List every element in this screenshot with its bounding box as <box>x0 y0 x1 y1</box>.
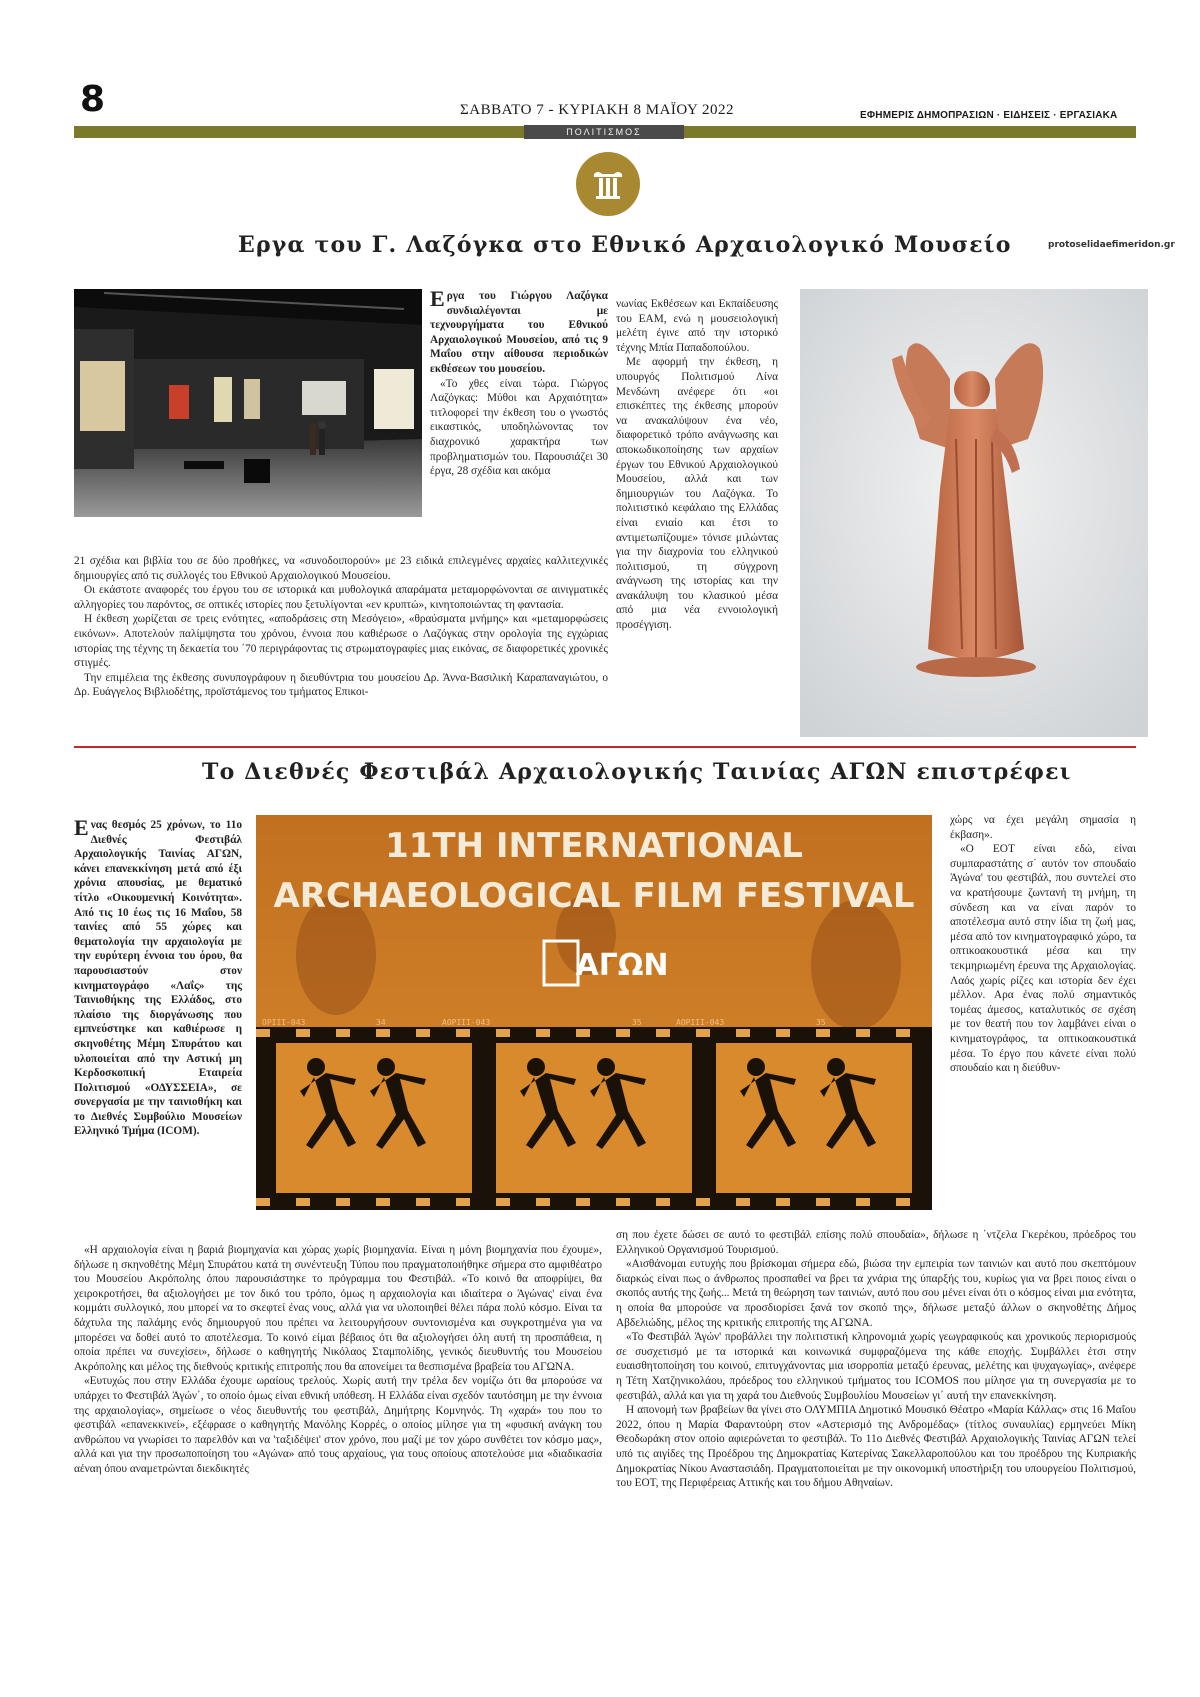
dateline: ΣΑΒΒΑΤΟ 7 - ΚΥΡΙΑΚΗ 8 ΜΑΪΟΥ 2022 <box>460 102 735 118</box>
masthead: ΕΦΗΜΕΡΙΣ ΔΗΜΟΠΡΑΣΙΩΝ · ΕΙΔΗΣΕΙΣ · ΕΡΓΑΣΙΑΚΑ <box>860 110 1118 121</box>
paragraph: Με αφορμή την έκθεση, η υπουργός Πολιτισμού Λίνα Μενδώνη ανέφερε ότι «οι επισκέπτες της έκθεσης μπορούν να ανακαλύψουν ένα νέο, διαφορετικό τρόπο ανάγνωσης και αποκωδικοποίησης των αρχαίων έργων του Εθνικού Αρχαιολογικού Μουσείου, αλλά και των δημιουργιών του Λαζόγκα. Το πολιτιστικό κεφάλαιο της Ελλάδας είναι ενιαίο και έτσι το αντιμετωπίζουμε» τόνισε μιλώντας για την διαχρονία του ελληνικού πολιτισμού, τη σύγχρονη ανάγνωση της ιστορίας και την ανακάλυψη του κλασικού μέσα από μια νέα εννοιολογική προσέγγιση. <box>616 356 778 632</box>
lead-text: νας θεσμός 25 χρόνων, το 11ο Διεθνές Φεστιβάλ Αρχαιολογικής Ταινίας ΑΓΩΝ, κάνει επανεκκίνηση μετά από έξι χρόνια απουσίας, με θεματικό τίτλο «Οικουμενική Κοινότητα». Από τις 10 έως τις 16 Μαΐου, 58 ταινίες από 55 χώρες και θεματολογία την αρχαιολογία με την ευρύτερη έννοια του όρου, θα παρουσιαστούν στον κινηματογράφο «Λαΐς» της Ταινιοθήκης της Ελλάδος, στο πλαίσιο της διοργάνωσης που εμπνεύστηκε και καθιέρωσε η σκηνοθέτης Μέμη Σπυράτου και υλοποιείται από την Αστική μη Κερδοσκοπική Εταιρεία Πολιτισμού «ΟΔΥΣΣΕΙΑ», σε συνεργασία με την ταινιοθήκη και το Διεθνές Συμβούλιο Μουσείων Ελληνικό Τμήμα (ICOM). <box>74 819 242 1138</box>
svg-text:ΑΟΡΙΙΙ-043: ΑΟΡΙΙΙ-043 <box>676 1018 725 1027</box>
column-icon <box>576 152 640 216</box>
paragraph: Η απονομή των βραβείων θα γίνει στο ΟΛΥΜΠΙΑ Δημοτικό Μουσικό Θέατρο «Μαρία Κάλλας» στις 16 Μαΐου 2022, όπου η Μαρία Φαραντούρη στον «Αστερισμό της Ανδρομέδας» (τίτλος συναυλίας) ερμηνεύει Μίκη Θεοδωράκη στον οποίο αφιερώνεται το φεστιβάλ. Το 11ο Διεθνές Φεστιβάλ Αρχαιολογικής Ταινίας ΑΓΩΝ τελεί υπό τις αιγίδες της Προέδρου της Δημοκρατίας Κατερίνας Σακελλαροπούλου και του προέδρου της Κυπριακής Δημοκρατίας Νίκου Αναστασιάδη. Πραγματοποιείται με την οικονομική υποστήριξη του υπουργείου Πολιτισμού, του ΕΟΤ, της Περιφέρειας Αττικής και του δήμου Αθηναίων. <box>616 1404 1136 1490</box>
festival-poster <box>256 815 932 1210</box>
paragraph: Την επιμέλεια της έκθεσης συνυπογράφουν η διευθύντρια του μουσείου Δρ. Άννα-Βασιλική Καραπαναγιώτου, ο Δρ. Ευάγγελος Βιβλιοδέτης, προϊστάμενος του τμήματος Επικοι- <box>74 671 608 699</box>
poster-logo-text: ΑΓΩΝ <box>575 948 669 983</box>
paragraph: χώρς να έχει μεγάλη σημασία η έκβαση». <box>950 814 1136 841</box>
paragraph: νωνίας Εκθέσεων και Εκπαίδευσης του ΕΑΜ, ενώ η μουσειολογική μελέτη έγινε από την ιστορικό τέχνης Μπία Παπαδοπούλου. <box>616 298 778 354</box>
drop-cap: Ε <box>430 286 445 311</box>
article2-right-col <box>950 813 1136 1076</box>
paragraph: ση που έχετε δώσει σε αυτό το φεστιβάλ επίσης πολύ σπουδαία», δήλωσε η ΄ντζελα Γκερέκου, πρόεδρος του Ελληνικού Οργανισμού Τουρισμού. <box>616 1229 1136 1256</box>
figurine-photo <box>800 289 1148 737</box>
svg-text:35: 35 <box>816 1018 826 1027</box>
svg-text:34: 34 <box>376 1018 386 1027</box>
svg-text:ΟΡΙΙΙ-043: ΟΡΙΙΙ-043 <box>262 1018 306 1027</box>
section-tab: ΠΟΛΙΤΙΣΜΟΣ <box>524 125 684 139</box>
paragraph: Η έκθεση χωρίζεται σε τρεις ενότητες, «αποδράσεις στη Μεσόγειο», «θραύσματα μνήμης» και «μεταμορφώσεις εικόνων». Αποτελούν παλίμψηστα του χρόνου, έννοια που καθιέρωσε ο Λαζόγκας στην ορολογία της εγχώριας ιστορίας της τέχνης τη δεκαετία του ΄70 περιγράφοντας τις στρωματογραφίες μιας εικόνας, σε διαφορετικές χρονικές στιγμές. <box>74 613 608 670</box>
article1-body <box>74 554 608 700</box>
poster-line2: ARCHAEOLOGICAL FILM FESTIVAL <box>273 876 915 916</box>
paragraph: Οι εκάστοτε αναφορές του έργου του σε ιστορικά και μυθολογικά απαράματα μεταμορφώνονται σε αινιγματικές αλληγορίες του παρόντος, σε οπτικές ιστορίες που ξετυλίγονται «εν κρυπτώ», κινητοποιώντας τη φαντασία. <box>74 584 608 611</box>
paragraph: «Ο ΕΟΤ είναι εδώ, είναι συμπαραστάτης σ΄ αυτόν τον σπουδαίο Άγώνα' του φεστιβάλ, που συντελεί στο να κρατήσουμε ζωντανή τη μνήμη, τη σύνδεση και να είναι παρόν το αποτέλεσμα αυτό στην ίδια τη ζωή μας, μέσα από τον κινηματογραφικό χώρο, τα οπτικοακουστικά μέσα και την τεκμηριωμένη έρευνα της Αρχαιολογίας. Λαός χωρίς ρίζες και ιστορία δεν έχει μέλλον. Αρα ένας πολύ σημαντικός τομέας άμεσος, καταλυτικός σε σχέση με τον θεατή που τον λαμβάνει είναι ο κινηματογράφος, τα οπτικοακουστικά μέσα. Το έργο που κάνετε είναι πολύ σπουδαίο και η διεύθυν- <box>950 843 1136 1075</box>
article2-body-left <box>74 1243 602 1477</box>
article2-headline: Το Διεθνές Φεστιβάλ Αρχαιολογικής Ταινίας ΑΓΩΝ επιστρέφει <box>202 759 1072 785</box>
lead-text: ργα του Γιώργου Λαζόγκα συνδιαλέγονται με τεχνουργήματα του Εθνικού Αρχαιολογικού Μουσείου, από τις 9 Μαΐου στην αίθουσα περιοδικών εκθέσεων του μουσείου. <box>430 290 608 375</box>
page-number: 8 <box>80 79 106 120</box>
paragraph: «Το Φεστιβάλ Άγών' προβάλλει την πολιτιστική κληρονομιά χωρίς γεωγραφικούς και χρονικούς περιορισμούς σε συσχετισμό με τα ιστορικά και κοινωνικά συμφραζόμενα της κάθε εποχής. Συμβάλλει έτσι στην ευαισθητοποίηση του κοινού, επιτυγχάνοντας μια ισορροπία μεταξύ έρευνας, μελέτης και ψυχαγωγίας», ανέφερε η Τέτη Χατζηνικολάου, πρόεδρος του ελληνικού τμήματος του ICOMOS που μίλησε για τη συνεργασία με το φεστιβάλ, αλλά και για τη χαρά του Διεθνούς Συμβουλίου Μουσείων γι΄ αυτή την επανεκκίνηση. <box>616 1331 1136 1402</box>
article2-body-right <box>616 1228 1136 1491</box>
paragraph: 21 σχέδια και βιβλία του σε δύο προθήκες, να «συνοδοιπορούν» με 23 ειδικά επιλεγμένες αρχαίες καλλιτεχνικές δημιουργίες από τις συλλογές του Εθνικού Αρχαιολογικού Μουσείου. <box>74 555 608 582</box>
svg-text:35: 35 <box>632 1018 642 1027</box>
watermark: protoselidaefimeridon.gr <box>1048 240 1175 250</box>
article1-col2 <box>616 297 778 633</box>
paragraph: «Αισθάνομαι ευτυχής που βρίσκομαι σήμερα εδώ, βιώσα την εμπειρία των ταινιών και αυτό που σκεπτόμουν διαρκώς είναι πως ο άνθρωπος προσπαθεί να βρει τα χνάρια της ύπαρξής του, κυρίως για να βρει ποιος είναι ο σκοπός αυτής της ζωής... Μετά τη θεώρηση των ταινιών, αυτό που σου μένει είναι ότι ο κόσμος είναι μια ενότητα, η οποία θα μπορούσε να προσδιορίσει ξανά τον σκοπό της», δήλωσε μεταξύ άλλων ο σκηνοθέτης Δήμος Αβδελιώδης, μέλος της κριτικής επιτροπής της ΑΓΩΝΑ. <box>616 1258 1136 1329</box>
drop-cap: Ε <box>74 815 89 840</box>
poster-line1: 11TH INTERNATIONAL <box>385 826 803 866</box>
article1-lead <box>430 286 608 479</box>
paragraph: «Το χθες είναι τώρα. Γιώργος Λαζόγκας: Μύθοι και Αρχαιότητα» τιτλοφορεί την έκθεση του ο γνωστός εικαστικός, υποδηλώνοντας τον διαχρονικό χαρακτήρα των προβληματισμών του. Παρουσιάζει 30 έργα, 28 σχέδια και ακόμα <box>430 377 608 478</box>
section-divider <box>74 746 1136 748</box>
gallery-photo <box>74 289 422 517</box>
paragraph: «Η αρχαιολογία είναι η βαριά βιομηχανία και χώρας χωρίς βιομηχανία. Είναι η μόνη βιομηχανία που έχουμε», δήλωσε η σκηνοθέτης Μέμη Σπυράτου κατά τη συνέντευξη Τύπου που πραγματοποιήθηκε σήμερα στο αμφιθέατρο του Μουσείου Ακρόπολης όπου παρουσιάστηκε το πρόγραμμα του Φεστιβάλ. «Το κοινό θα αποφρίψει, θα χειροκροτήσει, θα αξιολογήσει με τον δικό του τρόπο, όμως η αρχαιολογία και ιδιαίτερα ο Άγώνας' είναι ένα κομμάτι συλλογικό, που μπορεί να το σκεφτεί ένας νους, αλλά για να υλοποιηθεί θέλει πάρα πολύ κόσμο. Είναι τα δάχτυλα της παλάμης ενός δημιουργού που πρέπει να λειτουργήσουν συντονισμένα και συγκροτημένα για να μπορέσει να δοθεί αυτό το αποτέλεσμα. Το κοινό είμαι βέβαιος ότι θα αξιολογήσει όλη αυτή τη προσπάθεια, η οποία πρέπει να συνεχίσει», δήλωσε ο καθηγητής Νικόλαος Σταμπολίδης, γενικός διευθυντής του Μουσείου Ακρόπολης και μέλος της διεθνούς κριτικής επιτροπής που θα απονείμει τα θεσπισμένα βραβεία του ΑΓΩΝΑ. <box>74 1244 602 1373</box>
paragraph: «Ευτυχώς που στην Ελλάδα έχουμε ωραίους τρελούς. Χωρίς αυτή την τρέλα δεν νομίζω ότι θα μπορούσε να υπάρχει το Φεστιβάλ Άγών΄, το οποίο όμως είναι εθνική υπόθεση. Η Ελλάδα είναι σχεδόν ταυτόσημη με την έννοια της αρχαιολογίας», σημείωσε ο νέος διευθυντής του φεστιβάλ, Δημήτρης Κομνηνός. Τη «χαρά» του που το φεστιβάλ «επανεκκινεί», εξέφρασε ο καθηγητής Μανόλης Κορρές, ο οποίος μίλησε για τη «φυσική ανάγκη του ανθρώπου να γνωρίσει το παρελθόν και να 'ταξιδέψει' στον χρόνο, που μαζί με τον χώρο συνθέτει τον κόσμο μας», αλλά και για την προσωποποίηση του «Αγώνα» από τους αρχαίους, για τους οποίους αποτελούσε μια «διαδικασία αέναη όπου αναμετρώνται διεκδικητές <box>74 1375 602 1475</box>
article1-headline: Εργα του Γ. Λαζόγκα στο Εθνικό Αρχαιολογικό Μουσείο <box>238 232 1012 258</box>
svg-text:ΑΟΡΙΙΙ-043: ΑΟΡΙΙΙ-043 <box>442 1018 491 1027</box>
article2-lead <box>74 815 242 1139</box>
